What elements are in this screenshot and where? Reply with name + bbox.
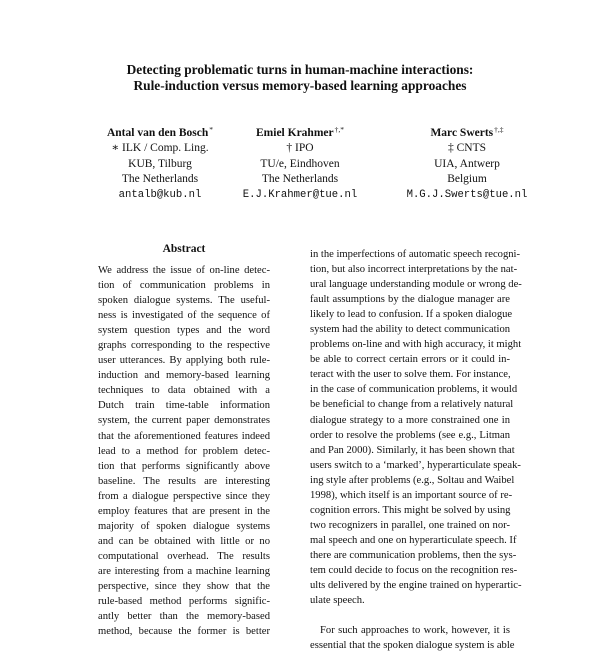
text-line: lead to a method for problem detec-	[98, 445, 270, 457]
abstract-text	[98, 263, 270, 639]
text-line: that the aforementioned features indeed	[98, 430, 270, 442]
author-institution: TU/e, Eindhoven	[260, 157, 340, 170]
text-line: dialogue strategy to a more constrained one in	[310, 414, 510, 426]
text-line: system question types and the word	[98, 325, 270, 337]
text-line: teract with the user to solve them. For instance,	[310, 369, 511, 381]
body-text-column	[310, 247, 522, 653]
author-email: M.G.J.Swerts@tue.nl	[406, 188, 528, 201]
author-institution: UIA, Antwerp	[434, 157, 500, 170]
text-line: perspective, since they show that the	[98, 580, 270, 592]
title-line-2: Rule-induction versus memory-based learning approaches	[133, 78, 467, 93]
author-block-krahmer	[220, 122, 380, 203]
text-line: method, because the former is better	[98, 626, 270, 638]
text-line: in the imperfections of automatic speech recogni-	[310, 249, 521, 260]
text-line: For such approaches to work, however, it is	[320, 625, 510, 637]
author-email: antalb@kub.nl	[118, 188, 202, 201]
text-line: tion, but also incorrect interpretations by the nat-	[310, 264, 518, 276]
text-line: users switch to a ‘marked’, hyperarticulate speak-	[310, 459, 521, 471]
paragraph-gap	[310, 608, 510, 623]
text-line: rule-based method performs signific-	[98, 596, 270, 608]
text-line: induction and memory-based learning	[98, 370, 270, 382]
text-line: Dutch train time-table information	[98, 400, 270, 412]
text-line: essential that the spoken dialogue system is able	[310, 640, 515, 652]
text-line: baseline. The results are interesting	[98, 475, 270, 487]
text-line: ness is investigated of the sequence of	[98, 310, 270, 322]
text-line: system, the current paper demonstrates	[98, 415, 270, 427]
text-line: techniques to data obtained with a	[98, 385, 270, 397]
text-line: ults delivered by the engine trained on hyperartic-	[310, 580, 522, 592]
text-line: fault assumptions by the dialogue manager are	[310, 294, 510, 306]
author-mark: *	[209, 125, 214, 134]
author-country: Belgium	[447, 173, 487, 186]
author-block-van-den-bosch	[80, 122, 240, 203]
text-line: be beneficial to change from a relatively natural	[310, 399, 514, 411]
text-line: majority of spoken dialogue systems	[98, 520, 270, 532]
text-line: system had the ability to detect communication	[310, 324, 511, 336]
text-line: and can be obtained with little or no	[98, 535, 270, 547]
text-line: We address the issue of on-line detec-	[98, 265, 270, 276]
author-name: Emiel Krahmer†,*	[256, 125, 344, 139]
text-line: order to resolve the problems (see e.g., Litman	[310, 429, 510, 441]
text-line: are interesting from a machine learning	[98, 565, 270, 577]
text-line: tion of communication problems in	[98, 280, 270, 292]
text-line: from a dialogue perspective since they	[98, 490, 270, 502]
text-line: employ features that are present in the	[98, 505, 270, 517]
author-country: The Netherlands	[121, 173, 199, 186]
text-line: graphs corresponding to the respective	[98, 340, 270, 352]
text-line: antly better than the memory-based	[98, 611, 270, 623]
author-affiliation: ∗ ILK / Comp. Ling.	[111, 142, 209, 155]
text-line: ulate speech.	[310, 595, 365, 607]
text-line: ing style after problems (e.g., Soltau and Waibel	[310, 474, 515, 486]
author-affiliation: ‡ CNTS	[447, 142, 487, 155]
text-line: tion that performs significantly above	[98, 460, 270, 472]
author-institution: KUB, Tilburg	[128, 157, 192, 170]
text-line: ural language understanding module or wrong de-	[310, 279, 522, 291]
author-affiliation: † IPO	[286, 142, 314, 155]
text-line: problems on-line and with high accuracy, it might	[310, 339, 522, 351]
text-line: user utterances. By applying both rule-	[98, 355, 270, 367]
title-line-1: Detecting problematic turns in human-machine interactions:	[126, 62, 474, 77]
text-line: in the case of communication problems, it would	[310, 384, 518, 396]
paper-title	[60, 62, 540, 94]
text-line: two recognizers in parallel, one trained on nor-	[310, 519, 510, 531]
text-line: computational overhead. The results	[98, 550, 270, 562]
text-line: spoken dialogue systems. The useful-	[98, 295, 270, 307]
author-mark: †,*	[334, 125, 344, 134]
author-name: Antal van den Bosch*	[106, 125, 214, 139]
abstract-heading: Abstract	[162, 243, 206, 255]
text-line: tem could decide to focus on the recognition res-	[310, 564, 518, 576]
text-line: there are communication problems, then the sys-	[310, 549, 517, 561]
author-block-swerts	[387, 122, 547, 203]
text-line: cognition errors. This might be solved by using	[310, 504, 511, 516]
text-line: mal speech and one on hyperarticulate speech. If	[310, 534, 517, 546]
author-country: The Netherlands	[261, 173, 339, 186]
text-line: likely to lead to confusion. If a spoken dialogue	[310, 309, 513, 321]
text-line: 1998), which itself is an important source of re-	[310, 489, 513, 501]
text-line: be able to correct certain errors or it could in-	[310, 354, 510, 366]
author-name: Marc Swerts†,‡	[430, 125, 504, 139]
text-line: and Pan 2000). Similarly, it has been shown that	[310, 444, 515, 456]
author-email: E.J.Krahmer@tue.nl	[242, 188, 358, 201]
author-mark: †,‡	[494, 125, 504, 134]
